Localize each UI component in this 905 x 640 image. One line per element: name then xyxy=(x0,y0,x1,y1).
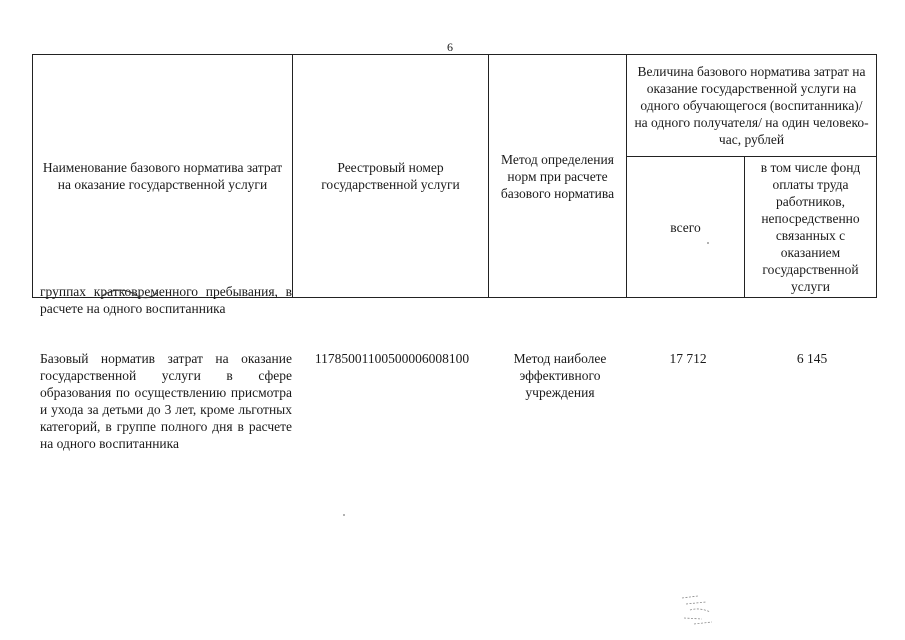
header-fund: в том числе фонд оплаты труда работников, непосредственно связанных с оказанием государственной услуги xyxy=(760,160,861,294)
page-number: 6 xyxy=(447,40,453,54)
header-name: Наименование базового норматива затрат на оказание государственной услуги xyxy=(42,160,283,192)
norms-table-header xyxy=(32,54,877,298)
header-value-group: Величина базового норматива затрат на оказание государственной услуги на одного обучающегося (воспитанника)/ на одного получателя/ на один человеко-час, рублей xyxy=(634,64,869,147)
header-value-group-cell xyxy=(627,55,877,157)
continuation-text: группах кратковременного пребывания, в расчете на одного воспитанника xyxy=(40,284,292,316)
header-registry-cell xyxy=(293,55,489,298)
header-name-cell xyxy=(33,55,293,298)
row-1-registry-number: 11785001100500006008100 xyxy=(314,351,470,366)
scan-speck xyxy=(343,514,345,516)
header-method-cell xyxy=(489,55,627,298)
scan-artifact-mark xyxy=(676,592,726,632)
header-total: всего xyxy=(670,219,701,235)
header-method: Метод определения норм при расчете базового норматива xyxy=(500,151,615,201)
row-1-fund: 6 145 xyxy=(796,351,828,366)
header-fund-cell xyxy=(745,157,877,298)
header-registry: Реестровый номер государственной услуги xyxy=(321,160,460,192)
header-total-cell xyxy=(627,157,745,298)
row-1-total: 17 712 xyxy=(669,351,707,366)
row-1-name: Базовый норматив затрат на оказание государственной услуги в сфере образования по осуществлению присмотра и ухода за детьми до 3 лет, кроме льготных категорий, в группе полного дня в расчете на одного воспитанника xyxy=(40,351,292,451)
scan-speck xyxy=(707,242,709,244)
pen-scribble-mark xyxy=(100,286,162,302)
row-1-method: Метод наиболее эффективного учреждения xyxy=(513,351,607,400)
